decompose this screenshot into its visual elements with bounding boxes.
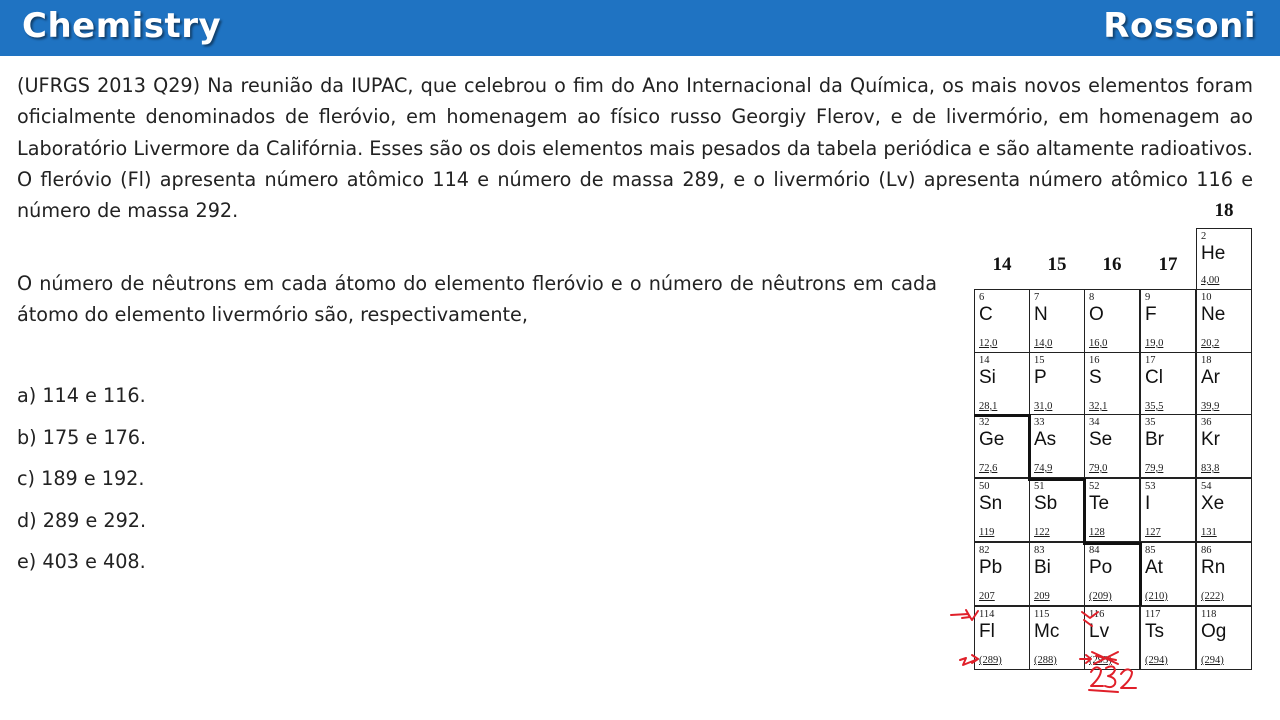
atomic-number: 16 <box>1089 355 1100 366</box>
element-cell-Ar <box>1196 352 1252 416</box>
metal-nonmetal-boundary <box>974 414 1030 417</box>
group-header-14: 14 <box>992 254 1012 275</box>
atomic-number: 36 <box>1201 417 1212 428</box>
atomic-mass: (288) <box>1034 655 1057 666</box>
element-cell-F <box>1140 289 1196 353</box>
element-symbol: O <box>1089 304 1104 325</box>
element-cell-Bi <box>1029 542 1085 606</box>
element-symbol: Fl <box>979 621 995 642</box>
element-symbol: N <box>1034 304 1048 325</box>
element-cell-At <box>1140 542 1196 606</box>
atomic-number: 34 <box>1089 417 1100 428</box>
element-cell-N <box>1029 289 1085 353</box>
atomic-mass: 74,9 <box>1034 463 1053 474</box>
course-title: Chemistry <box>22 6 222 46</box>
element-cell-Po <box>1084 542 1140 606</box>
atomic-mass: 131 <box>1201 527 1217 538</box>
element-cell-Xe <box>1196 478 1252 542</box>
element-symbol: Ne <box>1201 304 1226 325</box>
atomic-number: 6 <box>979 292 985 303</box>
element-symbol: Bi <box>1034 557 1051 578</box>
element-cell-Si <box>974 352 1030 416</box>
element-symbol: Te <box>1089 493 1110 514</box>
group-header-16: 16 <box>1102 254 1122 275</box>
atomic-mass: 16,0 <box>1089 338 1108 349</box>
element-cell-He <box>1196 228 1252 290</box>
metal-nonmetal-boundary <box>1083 542 1142 545</box>
element-symbol: Si <box>979 367 996 388</box>
atomic-number: 35 <box>1145 417 1156 428</box>
element-symbol: I <box>1145 493 1151 514</box>
element-symbol: Cl <box>1145 367 1163 388</box>
element-symbol: Se <box>1089 429 1113 450</box>
metal-nonmetal-boundary <box>1028 414 1031 480</box>
atomic-mass: 32,1 <box>1089 401 1108 412</box>
group-header-15: 15 <box>1047 254 1067 275</box>
element-cell-Rn <box>1196 542 1252 606</box>
element-cell-Sn <box>974 478 1030 542</box>
atomic-number: 85 <box>1145 545 1156 556</box>
element-cell-Ge <box>974 414 1030 478</box>
element-symbol: He <box>1201 243 1226 264</box>
element-cell-I <box>1140 478 1196 542</box>
question-text: (UFRGS 2013 Q29) Na reunião da IUPAC, que celebrou o fim do Ano Internacional da Química, os mais novos elementos foram oficialmente denominados de fleróvio, em homenagem ao físico russo Georgiy Flerov, e de livermório, em homenagem ao Laboratório Livermore da Califórnia. Esses são os dois elementos mais pesados da tabela periódica e são altamente radioativos. O fleróvio (Fl) apresenta número atômico 114 e número de massa 289, e o livermório (Lv) apresenta número atômico 116 e número de massa 292. <box>17 74 1253 223</box>
atomic-number: 8 <box>1089 292 1095 303</box>
element-cell-Ts <box>1140 606 1196 670</box>
atomic-mass: 19,0 <box>1145 338 1164 349</box>
element-symbol: Kr <box>1201 429 1220 450</box>
element-cell-Mc <box>1029 606 1085 670</box>
element-symbol: Pb <box>979 557 1003 578</box>
atomic-mass: (222) <box>1201 591 1224 602</box>
atomic-number: 51 <box>1034 481 1045 492</box>
element-symbol: Ge <box>979 429 1005 450</box>
element-symbol: P <box>1034 367 1047 388</box>
element-symbol: Og <box>1201 621 1227 642</box>
atomic-mass: 79,0 <box>1089 463 1108 474</box>
atomic-number: 54 <box>1201 481 1212 492</box>
element-symbol: Sb <box>1034 493 1058 514</box>
element-symbol: Sn <box>979 493 1003 514</box>
atomic-number: 115 <box>1034 609 1050 620</box>
element-symbol: Po <box>1089 557 1113 578</box>
atomic-number: 2 <box>1201 231 1207 242</box>
atomic-mass: 31,0 <box>1034 401 1053 412</box>
element-cell-Sb <box>1029 478 1085 542</box>
atomic-number: 86 <box>1201 545 1212 556</box>
option-b: b) 175 e 176. <box>17 425 147 449</box>
atomic-number: 114 <box>979 609 995 620</box>
atomic-mass: (289) <box>979 655 1002 666</box>
atomic-mass: 127 <box>1145 527 1161 538</box>
atomic-mass: 39,9 <box>1201 401 1220 412</box>
element-cell-C <box>974 289 1030 353</box>
atomic-mass: 35,5 <box>1145 401 1164 412</box>
element-symbol: Ar <box>1201 367 1220 388</box>
atomic-mass: (210) <box>1145 591 1168 602</box>
atomic-number: 82 <box>979 545 990 556</box>
element-cell-Pb <box>974 542 1030 606</box>
element-cell-P <box>1029 352 1085 416</box>
element-symbol: C <box>979 304 993 325</box>
element-cell-Te <box>1084 478 1140 542</box>
atomic-mass: 122 <box>1034 527 1050 538</box>
atomic-mass: (294) <box>1145 655 1168 666</box>
element-cell-Cl <box>1140 352 1196 416</box>
element-cell-Se <box>1084 414 1140 478</box>
metal-nonmetal-boundary <box>1139 542 1142 606</box>
atomic-mass: 209 <box>1034 591 1050 602</box>
atomic-number: 9 <box>1145 292 1151 303</box>
atomic-number: 15 <box>1034 355 1045 366</box>
atomic-number: 117 <box>1145 609 1161 620</box>
atomic-mass: 128 <box>1089 527 1105 538</box>
element-cell-As <box>1029 414 1085 478</box>
atomic-mass: (293) <box>1089 655 1112 666</box>
atomic-mass: 14,0 <box>1034 338 1053 349</box>
atomic-mass: 79,9 <box>1145 463 1164 474</box>
atomic-mass: (294) <box>1201 655 1224 666</box>
element-symbol: At <box>1145 557 1163 578</box>
group-header-18: 18 <box>1214 200 1234 221</box>
atomic-mass: 83,8 <box>1201 463 1220 474</box>
atomic-number: 17 <box>1145 355 1156 366</box>
title-bar <box>0 0 1280 56</box>
option-a: a) 114 e 116. <box>17 384 146 407</box>
element-symbol: F <box>1145 304 1157 325</box>
option-e: e) 403 e 408. <box>17 550 146 573</box>
atomic-number: 50 <box>979 481 990 492</box>
atomic-number: 7 <box>1034 292 1040 303</box>
element-cell-O <box>1084 289 1140 353</box>
atomic-mass: (209) <box>1089 591 1112 602</box>
metal-nonmetal-boundary <box>1028 478 1086 481</box>
atomic-mass: 207 <box>979 591 995 602</box>
atomic-number: 10 <box>1201 292 1212 303</box>
atomic-number: 32 <box>979 417 990 428</box>
element-symbol: Ts <box>1145 621 1164 642</box>
element-symbol: Br <box>1145 429 1164 450</box>
atomic-number: 52 <box>1089 481 1100 492</box>
atomic-mass: 4,00 <box>1201 275 1220 286</box>
atomic-number: 33 <box>1034 417 1045 428</box>
answer-options <box>17 379 146 587</box>
element-cell-Og <box>1196 606 1252 670</box>
atomic-number: 118 <box>1201 609 1217 620</box>
atomic-number: 84 <box>1089 545 1100 556</box>
atomic-number: 53 <box>1145 481 1156 492</box>
atomic-mass: 28,1 <box>979 401 998 412</box>
periodic-table <box>974 196 1256 670</box>
option-c: c) 189 e 192. <box>17 467 145 490</box>
metal-nonmetal-boundary <box>1083 478 1086 544</box>
atomic-mass: 72,6 <box>979 463 998 474</box>
atomic-mass: 12,0 <box>979 338 998 349</box>
atomic-mass: 20,2 <box>1201 338 1220 349</box>
author-name: Rossoni <box>1103 6 1256 46</box>
element-symbol: Xe <box>1201 493 1225 514</box>
atomic-number: 83 <box>1034 545 1045 556</box>
element-symbol: Lv <box>1089 621 1110 642</box>
element-symbol: As <box>1034 429 1057 450</box>
atomic-number: 18 <box>1201 355 1212 366</box>
option-d: d) 289 e 292. <box>17 508 147 532</box>
atomic-number: 14 <box>979 355 990 366</box>
atomic-number: 116 <box>1089 609 1105 620</box>
element-cell-Br <box>1140 414 1196 478</box>
handwritten-292-mark <box>1089 666 1136 692</box>
element-symbol: Mc <box>1034 621 1060 642</box>
question-prompt: O número de nêutrons em cada átomo do elemento fleróvio e o número de nêutrons em cada átomo do elemento livermório são, respectivamente, <box>17 272 937 326</box>
element-symbol: Rn <box>1201 557 1226 578</box>
element-cell-Lv <box>1084 606 1140 670</box>
group-header-17: 17 <box>1158 254 1178 275</box>
element-symbol: S <box>1089 367 1102 388</box>
element-cell-Fl <box>974 606 1030 670</box>
element-cell-Kr <box>1196 414 1252 478</box>
element-cell-S <box>1084 352 1140 416</box>
element-cell-Ne <box>1196 289 1252 353</box>
atomic-mass: 119 <box>979 527 995 538</box>
